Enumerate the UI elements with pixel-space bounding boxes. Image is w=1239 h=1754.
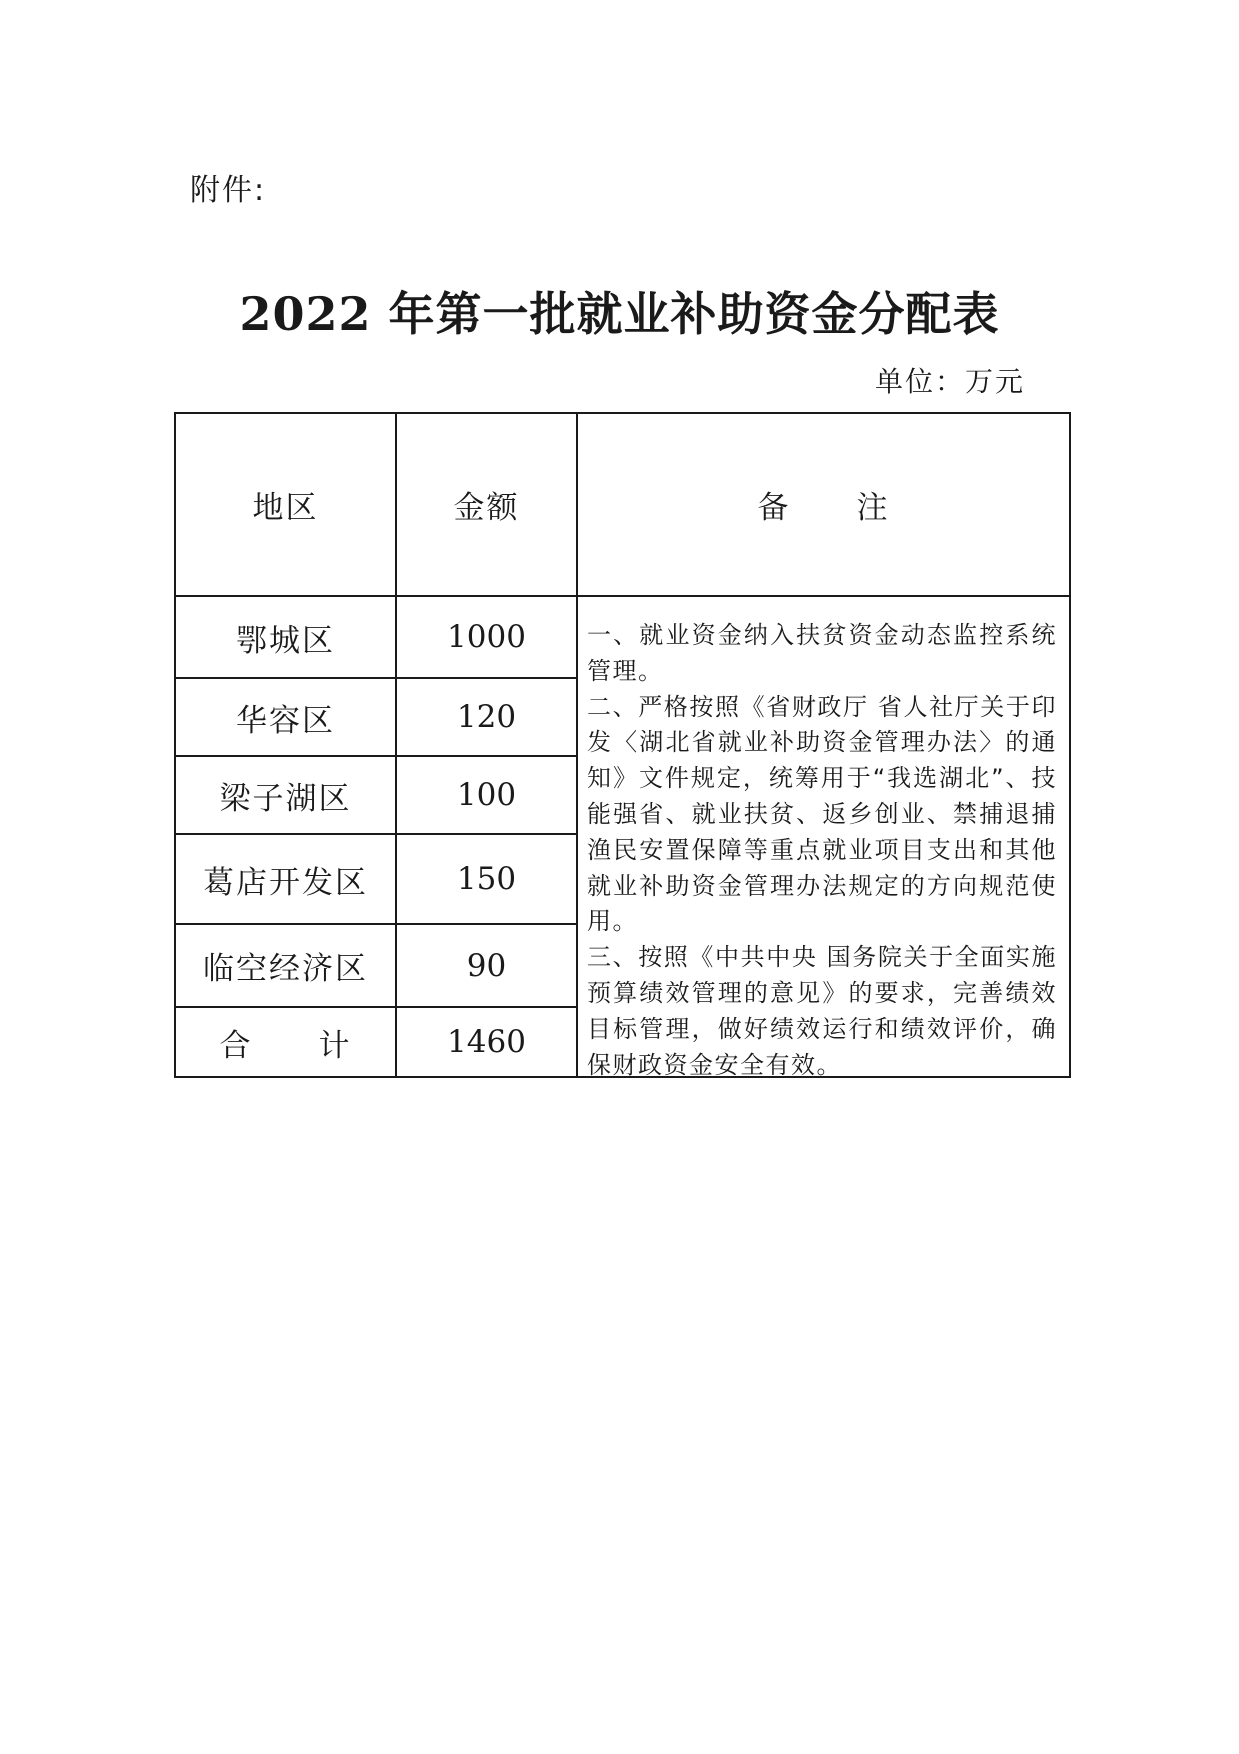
document-title: 2022 年第一批就业补助资金分配表 [239, 287, 1000, 341]
table-row-region: 临空经济区 [203, 951, 368, 987]
unit-label: 单位：万元 [875, 365, 1026, 398]
table-row-amount: 120 [456, 699, 517, 735]
table-row-amount: 100 [456, 777, 517, 813]
table-row-region: 华容区 [236, 702, 335, 739]
table-row-amount: 1000 [447, 619, 526, 655]
table-row-amount: 150 [456, 861, 517, 897]
table-row-region: 梁子湖区 [219, 780, 352, 817]
attachment-label: 附件: [190, 173, 267, 208]
total-label: 合 计 [219, 1027, 352, 1064]
total-amount: 1460 [447, 1024, 526, 1060]
header-amount: 金额 [453, 490, 520, 526]
table-row-amount: 90 [466, 947, 507, 984]
remarks-text [587, 618, 1057, 1083]
header-remarks: 备 注 [757, 490, 890, 526]
header-region: 地区 [252, 490, 319, 526]
table-row-region: 葛店开发区 [203, 864, 368, 901]
remark-item: 二、严格按照《省财政厅 省人社厅关于印发〈湖北省就业补助资金管理办法〉的通知》文件规定，统筹用于“我选湖北”、技能强省、就业扶贫、返乡创业、禁捕退捕渔民安置保障等重点就业项目支出和其他就业补助资金管理办法规定的方向规范使用。 [587, 692, 1057, 936]
remark-item: 一、就业资金纳入扶贫资金动态监控系统管理。 [587, 621, 1057, 685]
table-row-region: 鄂城区 [236, 622, 335, 659]
remark-item: 三、按照《中共中央 国务院关于全面实施预算绩效管理的意见》的要求，完善绩效目标管理，做好绩效运行和绩效评价，确保财政资金安全有效。 [587, 943, 1057, 1079]
